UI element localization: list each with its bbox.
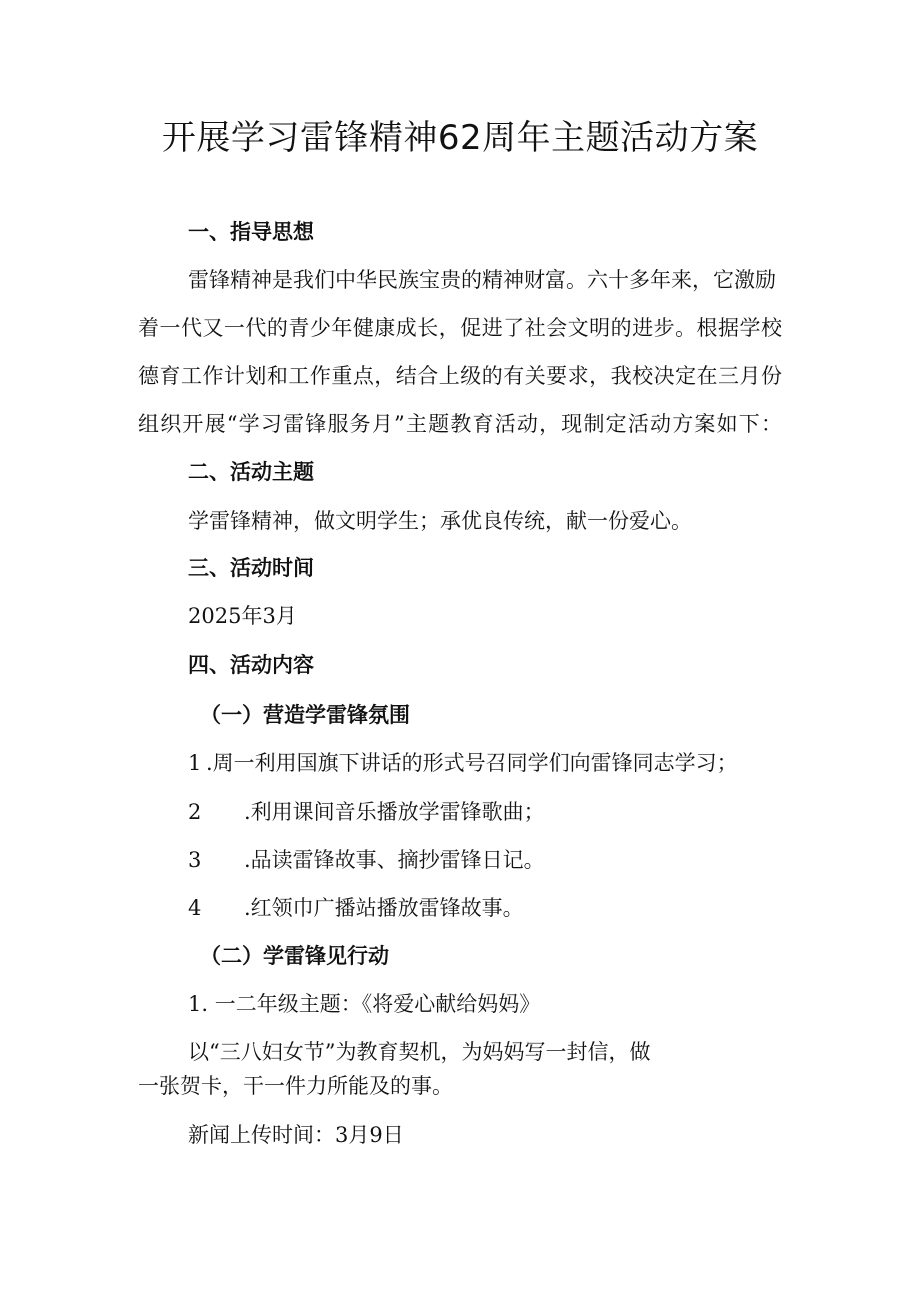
list-item-number: 1 — [188, 751, 202, 775]
grade-theme-item: 1. 一二年级主题：《将爱心献给妈妈》 — [188, 992, 541, 1016]
list-item-text: .周一利用国旗下讲话的形式号召同学们向雷锋同志学习； — [206, 751, 738, 775]
paragraph-line: 组织开展“学习雷锋服务月”主题教育活动，现制定活动方案如下： — [138, 412, 782, 436]
list-item-text: .品读雷锋故事、摘抄雷锋日记。 — [244, 848, 545, 872]
section-heading-content: 四、活动内容 — [188, 653, 314, 677]
activity-date: 2025年3月 — [188, 604, 297, 628]
paragraph-line: 一张贺卡，干一件力所能及的事。 — [138, 1074, 453, 1098]
section-heading-time: 三、活动时间 — [188, 556, 314, 580]
paragraph-line: 德育工作计划和工作重点，结合上级的有关要求，我校决定在三月份 — [138, 364, 782, 388]
subsection-heading-atmosphere: （一）营造学雷锋氛围 — [200, 703, 410, 727]
list-item — [188, 797, 545, 827]
list-item — [188, 748, 738, 778]
theme-text: 学雷锋精神，做文明学生；承优良传统，献一份爱心。 — [188, 509, 692, 533]
subsection-heading-action: （二）学雷锋见行动 — [200, 944, 389, 968]
list-item-number: 3 — [188, 848, 202, 872]
paragraph-line: 以“三八妇女节”为教育契机，为妈妈写一封信，做 — [188, 1040, 651, 1064]
list-item-text: .利用课间音乐播放学雷锋歌曲； — [244, 800, 545, 824]
section-heading-theme: 二、活动主题 — [188, 460, 314, 484]
list-item — [188, 893, 524, 923]
list-item — [188, 845, 545, 875]
paragraph-line: 雷锋精神是我们中华民族宝贵的精神财富。六十多年来，它激励 — [188, 268, 776, 292]
list-item-number: 4 — [188, 896, 202, 920]
list-item-text: .红领巾广播站播放雷锋故事。 — [244, 896, 524, 920]
list-item-number: 2 — [188, 800, 202, 824]
document-title: 开展学习雷锋精神62周年主题活动方案 — [161, 118, 759, 158]
upload-time: 新闻上传时间：3月9日 — [188, 1123, 404, 1147]
section-heading-guiding-thought: 一、指导思想 — [188, 220, 314, 244]
paragraph-line: 着一代又一代的青少年健康成长，促进了社会文明的进步。根据学校 — [138, 316, 782, 340]
